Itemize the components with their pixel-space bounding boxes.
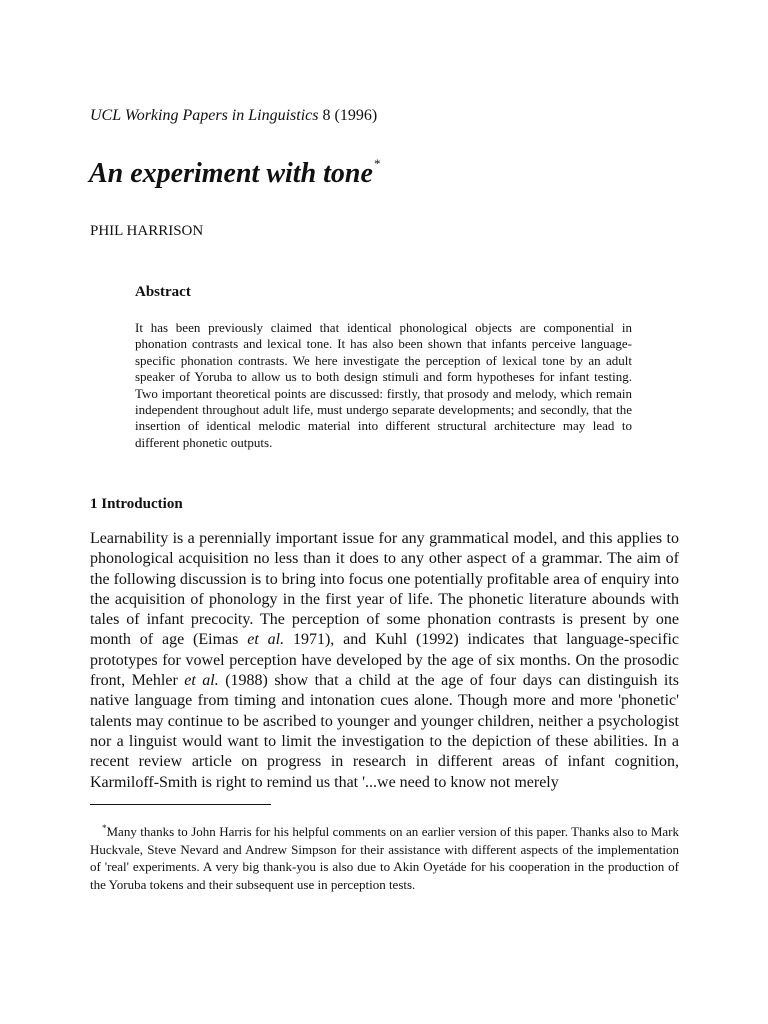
footnote-divider — [90, 804, 271, 805]
introduction-paragraph — [90, 529, 679, 793]
abstract-text: It has been previously claimed that identical phonological objects are componential in phonation contrasts and lexical tone. It has also been shown that infants perceive language-specific phonation contrasts. We here investigate the perception of lexical tone by an adult speaker of Yoruba to allow us to both design stimuli and form hypotheses for infant testing. Two important theoretical points are discussed: firstly, that prosody and melody, which remain independent throughout adult life, must undergo separate developments; and secondly, that the insertion of identical melodic material into different structural architecture may lead to different phonetic outputs. — [135, 320, 632, 450]
author-name: PHIL HARRISON — [90, 223, 204, 239]
title-footnote-mark: * — [373, 156, 381, 171]
paper-title — [89, 146, 380, 192]
citation-et-al: et al. — [247, 631, 285, 649]
section-heading-introduction: 1 Introduction — [90, 496, 183, 512]
journal-volume-year: 8 (1996) — [318, 107, 378, 124]
intro-text-part-3: (1988) show that a child at the age of four days can distinguish its native language from timing and intonation cues alone. Though more and more 'phonetic' talents may continue to be ascribed to younger and younger children, neither a psychologist nor a linguist would want to limit the investigation to the depiction of these abilities. In a recent review article on progress in research in different areas of infant cognition, Karmiloff-Smith is right to remind us that '...we need to know not merely — [90, 672, 679, 791]
footnote-mark: * — [102, 823, 107, 833]
journal-reference — [90, 106, 377, 126]
abstract-heading: Abstract — [135, 284, 191, 300]
paper-title-text: An experiment with tone — [89, 158, 373, 189]
intro-text-part-2: 1971), and Kuhl (1992) indicates that language-specific prototypes for vowel perception have developed by the age of six months. On the prosodic front, Mehler — [90, 631, 679, 690]
journal-name: UCL Working Papers in Linguistics — [90, 107, 319, 124]
intro-text-part-1: Learnability is a perennially important issue for any grammatical model, and this applies to phonological acquisition no less than it does to any other aspect of a grammar. The aim of the following discussion is to bring into focus one potentially profitable area of enquiry into the acquisition of phonology in the first year of life. The phonetic literature abounds with tales of infant precocity. The perception of some phonation contrasts is present by one month of age (Eimas — [90, 530, 679, 649]
citation-et-al: et al. — [184, 672, 219, 690]
footnote — [90, 820, 679, 893]
footnote-text: Many thanks to John Harris for his helpful comments on an earlier version of this paper. Thanks also to Mark Huckvale, Steve Nevard and Andrew Simpson for their assistance with different aspects of the implementation of 'real' experiments. A very big thank-you is also due to Akin Oyetáde for his cooperation in the production of the Yoruba tokens and their subsequent use in perception tests. — [90, 824, 679, 892]
